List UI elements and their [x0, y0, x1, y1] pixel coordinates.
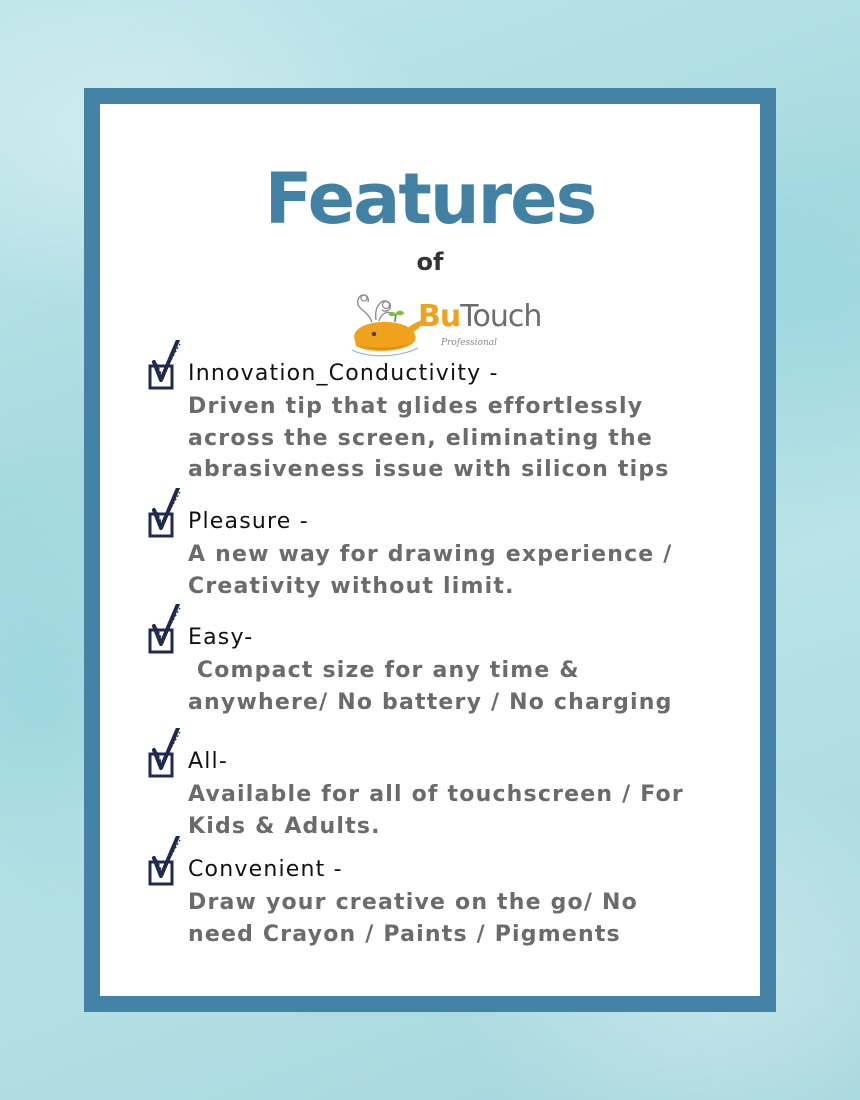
feature-description-line: anywhere/ No battery / No charging	[188, 689, 673, 715]
feature-title: Pleasure -	[188, 509, 309, 534]
brand-name-part2: Touch	[460, 299, 542, 334]
brand-name-part1: Bu	[418, 299, 461, 334]
feature-card	[100, 104, 760, 996]
feature-card-frame	[84, 88, 776, 1012]
feature-description-line: A new way for drawing experience /	[188, 542, 673, 567]
feature-title: Innovation_Conductivity -	[188, 361, 499, 386]
checkbox-checked-icon	[146, 340, 182, 392]
feature-item-pleasure	[146, 488, 746, 599]
feature-item-all	[146, 728, 746, 839]
feature-title: Easy-	[188, 625, 254, 650]
feature-description-line: Compact size for any time &	[188, 658, 580, 683]
feature-title: All-	[188, 749, 229, 774]
feature-description-line: abrasiveness issue with silicon tips	[188, 457, 670, 482]
checkbox-checked-icon	[146, 604, 182, 656]
feature-description-line: across the screen, eliminating the	[188, 425, 653, 451]
brand-tagline: Professional	[441, 338, 498, 348]
feature-item-innovation	[146, 340, 746, 482]
feature-description	[188, 655, 748, 718]
feature-item-convenient	[146, 836, 746, 947]
feature-description	[188, 779, 748, 842]
feature-description-line: Kids & Adults.	[188, 813, 381, 839]
checkbox-checked-icon	[146, 728, 182, 780]
brand-wordmark	[418, 299, 542, 334]
feature-description	[188, 887, 748, 950]
feature-description-line: Driven tip that glides effortlessly	[188, 394, 644, 419]
feature-description-line: Available for all of touchscreen / For	[188, 782, 684, 807]
page-title: Features	[264, 158, 596, 240]
page-subtitle: of	[416, 248, 444, 276]
feature-description-line: Creativity without limit.	[188, 573, 515, 599]
checkbox-checked-icon	[146, 836, 182, 888]
feature-description	[188, 539, 748, 602]
feature-description-line: need Crayon / Paints / Pigments	[188, 921, 621, 947]
feature-description-line: Draw your creative on the go/ No	[188, 890, 638, 915]
checkbox-checked-icon	[146, 488, 182, 540]
feature-title: Convenient -	[188, 857, 343, 882]
feature-description	[188, 391, 748, 486]
feature-item-easy	[146, 604, 746, 715]
